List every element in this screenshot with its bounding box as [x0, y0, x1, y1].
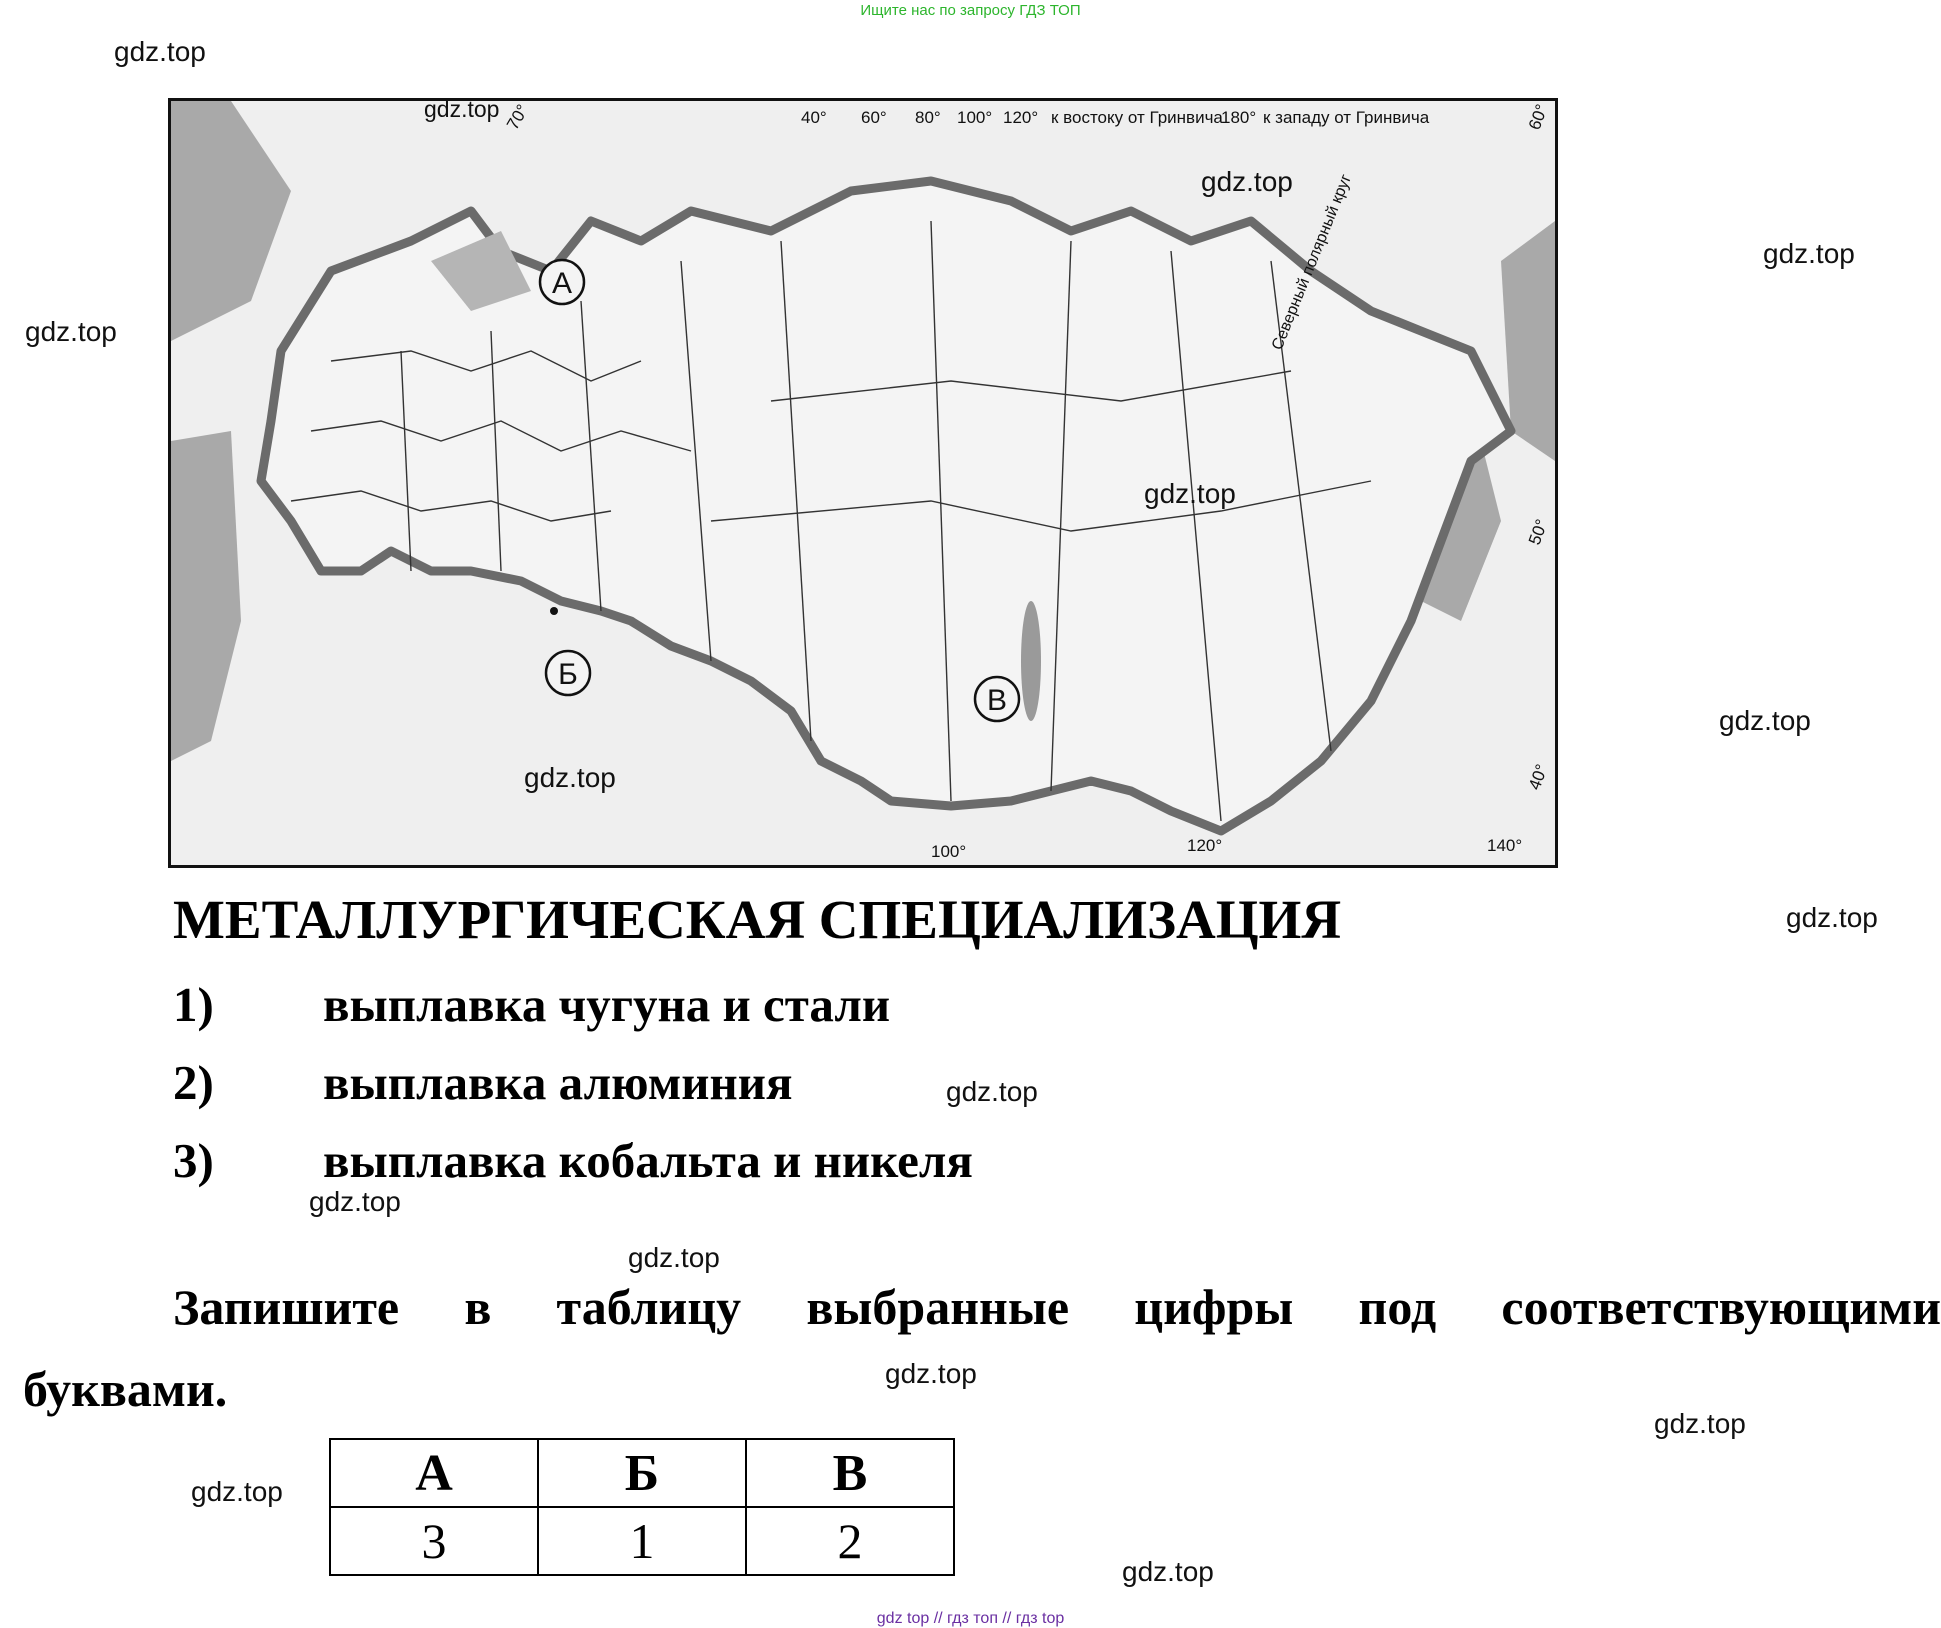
- watermark: gdz.top: [524, 762, 616, 793]
- instruction-line-2: буквами.: [23, 1361, 228, 1417]
- option-3-text: выплавка кобальта и никеля: [323, 1133, 973, 1188]
- region-b-label: Б: [558, 658, 578, 691]
- watermark: gdz.top: [628, 1242, 720, 1273]
- lon-label-120: 120°: [1003, 108, 1039, 127]
- lon-label-80: 80°: [915, 108, 941, 127]
- watermark: gdz.top: [114, 36, 206, 67]
- option-2-number: 2): [173, 1055, 214, 1110]
- watermark: gdz.top: [1144, 478, 1236, 509]
- lon-label-180: 180°: [1221, 108, 1257, 127]
- watermark: gdz.top: [1763, 238, 1855, 269]
- map-drawing: [171, 101, 1555, 865]
- answer-header-b: Б: [538, 1439, 746, 1507]
- option-2-text: выплавка алюминия: [323, 1055, 793, 1110]
- watermark: gdz.top: [885, 1358, 977, 1389]
- footer-links[interactable]: gdz top // гдз топ // гдз top: [876, 1610, 1065, 1627]
- lon-label-east: к востоку от Гринвича: [1051, 108, 1223, 127]
- option-1-text: выплавка чугуна и стали: [323, 977, 891, 1032]
- lon-label-60: 60°: [861, 108, 887, 127]
- answer-table: [329, 1438, 955, 1576]
- option-3-number: 3): [173, 1133, 214, 1188]
- watermark: gdz.top: [1122, 1556, 1214, 1587]
- lat-label-60: 60°: [1524, 101, 1552, 133]
- watermark: gdz.top: [1654, 1408, 1746, 1439]
- bottom-label-120: 120°: [1187, 836, 1223, 855]
- watermark: gdz.top: [25, 316, 117, 347]
- answer-header-a: А: [330, 1439, 538, 1507]
- watermark: gdz.top: [1201, 166, 1293, 197]
- city-dot: [550, 607, 558, 615]
- instruction-line-1: Запишите в таблицу выбранные цифры под соответствующими: [173, 1279, 1941, 1335]
- watermark: gdz.top: [1786, 902, 1878, 933]
- russia-map: [168, 98, 1558, 868]
- region-a-label: А: [551, 267, 573, 300]
- option-1-number: 1): [173, 977, 214, 1032]
- baikal-lake: [1021, 601, 1041, 721]
- watermark: gdz.top: [309, 1186, 401, 1217]
- arctic-circle-label: Северный полярный круг: [1268, 172, 1356, 353]
- region-v-label: В: [986, 684, 1008, 717]
- top-banner[interactable]: Ищите нас по запросу ГДЗ ТОП: [860, 2, 1081, 19]
- bottom-label-140: 140°: [1487, 836, 1523, 855]
- lon-label-100: 100°: [957, 108, 993, 127]
- answer-value-v: 2: [746, 1507, 954, 1575]
- bottom-label-100: 100°: [931, 842, 967, 861]
- lon-label-west: к западу от Гринвича: [1263, 108, 1430, 127]
- answer-table-header-row: [330, 1439, 954, 1507]
- lon-label-40: 40°: [801, 108, 827, 127]
- answer-table-value-row: [330, 1507, 954, 1575]
- watermark: gdz.top: [1719, 705, 1811, 736]
- watermark: gdz.top: [424, 96, 500, 122]
- answer-header-v: В: [746, 1439, 954, 1507]
- lat-label-40: 40°: [1524, 761, 1552, 793]
- answer-value-a: 3: [330, 1507, 538, 1575]
- answer-value-b: 1: [538, 1507, 746, 1575]
- lat-label-50: 50°: [1524, 516, 1552, 548]
- watermark: gdz.top: [191, 1476, 283, 1507]
- heading: МЕТАЛЛУРГИЧЕСКАЯ СПЕЦИАЛИЗАЦИЯ: [173, 889, 1342, 950]
- watermark: gdz.top: [946, 1076, 1038, 1107]
- lat-label-70: 70°: [503, 101, 533, 133]
